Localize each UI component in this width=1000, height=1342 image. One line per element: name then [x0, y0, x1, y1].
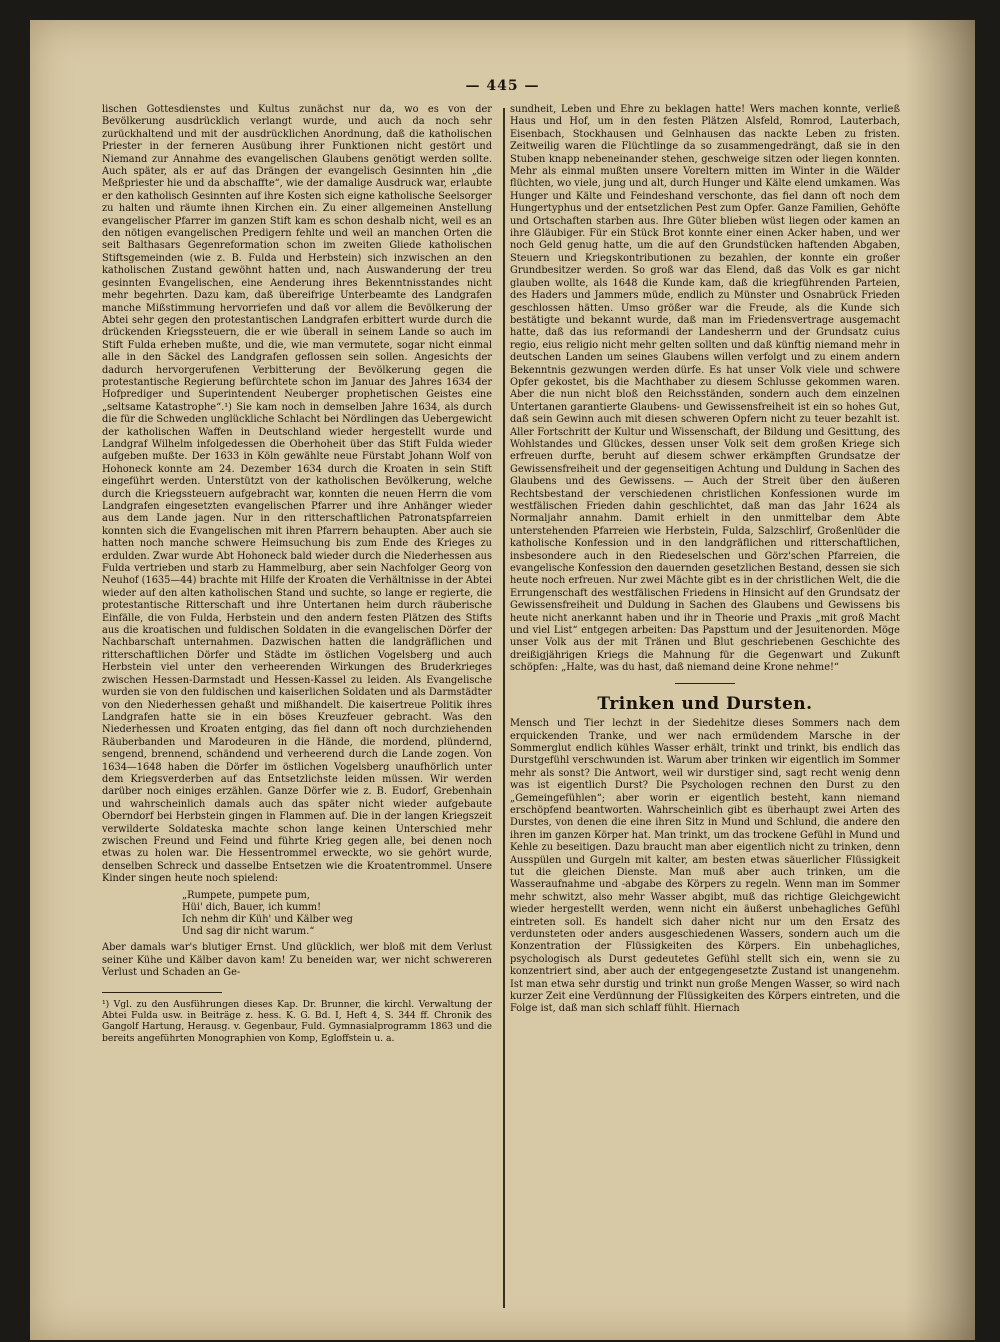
page-number: — 445 — — [465, 78, 540, 94]
footnote-separator — [102, 992, 222, 993]
footnote: ¹) Vgl. zu den Ausführungen dieses Kap. Dr. Brunner, die kirchl. Verwaltung der Abtei Fulda usw. in Beiträge z. hess. K. G. Bd. I, Heft 4, S. 344 ff. Chronik des Gangolf Hartung, Herausg. v. Gegenbaur, Fuld. Gymnasialprogramm 1863 und die bereits angeführten Monographien von Komp, Egloffstein u. a. — [102, 998, 492, 1044]
poem-line-1: „Rumpete, pumpete pum, — [182, 889, 310, 901]
right-paragraph-2: Mensch und Tier lechzt in der Siedehitze dieses Sommers nach dem erquickenden Tranke, und wer nach ermüdendem Marsche in der Sommerglut endlich kühles Wasser erhält, trinkt und trinkt, bis endlich das Durstgefühl verschwunden ist. Warum aber trinken wir eigentlich im Sommer mehr als sonst? Die Antwort, weil wir durstiger sind, sagt recht wenig denn was ist eigentlich Durst? Die Psychologen rechnen den Durst zu den „Gemeingefühlen“; aber worin er eigentlich besteht, kann niemand erschöpfend beantworten. Wahrscheinlich gibt es überhaupt zwei Arten des Durstes, von denen die eine ihren Sitz in Mund und Schlund, die andere den ihren im ganzen Körper hat. Man trinkt, um das trockene Gefühl in Mund und Kehle zu beseitigen. Dazu braucht man aber eigentlich nicht zu trinken, denn Ausspülen und Gurgeln mit kalter, am besten etwas säuerlicher Flüssigkeit tut die gleichen Dienste. Man muß aber auch trinken, um die Wasseraufnahme und -abgabe des Körpers zu regeln. Wenn man im Sommer mehr schwitzt, also mehr Wasser abgibt, muß das richtige Gleichgewicht wieder hergestellt werden, wenn nicht ein äußerst unbehagliches Gefühl eintreten soll. Es handelt sich daher nicht nur um den Ersatz des verdunsteten oder anders ausgeschiedenen Wassers, sondern auch um die Konzentration der Flüssigkeiten des Körpers. Ein unbehagliches, psychologisch als Durst gedeutetes Gefühl stellt sich ein, wenn sie zu konzentriert sind, aber auch der entgegengesetzte Zustand ist unangenehm. Ist man etwa sehr durstig und trinkt nun große Mengen Wasser, so wird nach kurzer Zeit eine Verdünnung der Flüssigkeiten des Körpers eintreten, und die Folge ist, daß man sich schlaff fühlt. Hiernach — [510, 718, 900, 1015]
column-divider — [503, 108, 505, 1308]
poem — [182, 890, 492, 939]
left-paragraph-2: Aber damals war's blutiger Ernst. Und glücklich, wer bloß mit dem Verlust seiner Kühe und Kälber davon kam! Zu beneiden war, wer nicht schwereren Verlust und Schaden an Ge- — [102, 942, 492, 979]
right-paragraph-1: sundheit, Leben und Ehre zu beklagen hatte! Wers machen konnte, verließ Haus und Hof, um in den festen Plätzen Alsfeld, Romrod, Lauterbach, Eisenbach, Stockhausen und Gelnhausen das nackte Leben zu fristen. Zeitweilig waren die Flüchtlinge da so zusammengedrängt, daß sie in den Stuben knapp nebeneinander stehen, geschweige sitzen oder liegen konnten. Mehr als einmal mußten unsere Voreltern mitten im Winter in die Wälder flüchten, wo viele, jung und alt, durch Hunger und Kälte elend umkamen. Was Hunger und Kälte und Feindeshand verschonte, das fiel dann oft noch dem Hungertyphus und der entsetzlichen Pest zum Opfer. Ganze Familien, Gehöfte und Ortschaften starben aus. Ihre Güter blieben wüst liegen oder kamen an ihre Gläubiger. Für ein Stück Brot konnte einer einen Acker haben, und wer noch Geld genug hatte, um die auf den Grundstücken haftenden Abgaben, Steuern und Kriegskontributionen zu bezahlen, der konnte ein großer Grundbesitzer werden. So groß war das Elend, daß das Volk es gar nicht glauben wollte, als 1648 die Kunde kam, daß die kriegführenden Parteien, des Haders und Jammers müde, endlich zu Münster und Osnabrück Frieden geschlossen hätten. Umso größer war die Freude, als die Kunde sich bestätigte und bekannt wurde, daß man im Friedensvertrage ausgemacht hatte, daß das ius reformandi der Landesherrn und der Grundsatz cuius regio, eius religio nicht mehr gelten sollten und daß künftig niemand mehr in deutschen Landen um seines Glaubens willen verfolgt und zu einem andern Bekenntnis gezwungen werden dürfe. Es hat unser Volk viele und schwere Opfer gekostet, bis die Machthaber zu diesem Schlusse gekommen waren. Aber die nun nicht bloß den Reichsständen, sondern auch dem einzelnen Untertanen garantierte Glaubens- und Gewissensfreiheit ist ein so hohes Gut, daß sein Gewinn auch mit diesen schweren Opfern nicht zu teuer bezahlt ist. Aller Fortschritt der Kultur und Wissenschaft, der Bildung und Gesittung, des Wohlstandes und Glückes, dessen unser Volk seit dem großen Kriege sich erfreuen durfte, beruht auf diesem schwer erkämpften Grundsatze der Gewissensfreiheit und der gegenseitigen Achtung und Duldung in Sachen des Glaubens und des Gewissens. — Auch der Streit über den äußeren Rechtsbestand der verschiedenen christlichen Konfessionen wurde im westfälischen Frieden dahin geschlichtet, daß man das Jahr 1624 als Normaljahr annahm. Damit erhielt in den unmittelbar dem Abte unterstehenden Pfarreien wie Herbstein, Fulda, Salzschlirf, Großenlüder die katholische Konfession und in den landgräflichen und ritterschaftlichen, insbesondere auch in den Riedeselschen und Görz'schen Pfarreien, die evangelische Konfession den dauernden gesetzlichen Bestand, dessen sie sich heute noch erfreuen. Nur zwei Mächte gibt es in der christlichen Welt, die die Errungenschaft des westfälischen Friedens in Hinsicht auf den Grundsatz der Gewissensfreiheit und Duldung in Sachen des Glaubens und Gewissens bis heute nicht anerkannt haben und ihr in Theorie und Praxis „mit groß Macht und viel List“ entgegen arbeiten: Das Papsttum und der Jesuitenorden. Möge unser Volk aus der mit Tränen und Blut geschriebenen Geschichte des dreißigjährigen Kriegs die Mahnung für die Gegenwart und Zukunft schöpfen: „Halte, was du hast, daß niemand deine Krone nehme!“ — [510, 104, 900, 674]
poem-line-2: Hüi' dich, Bauer, ich kumm! — [182, 901, 322, 913]
section-rule — [675, 683, 735, 684]
right-column — [510, 104, 900, 1334]
article-title: Trinken und Dursten. — [597, 693, 813, 714]
left-paragraph-1: lischen Gottesdienstes und Kultus zunächst nur da, wo es von der Bevölkerung ausdrücklich verlangt wurde, und auch da noch sehr zurückhaltend und mit der ausdrücklichen Anordnung, daß die katholischen Priester in der ferneren Ausübung ihrer Funktionen nicht gestört und Niemand zur Annahme des evangelischen Glaubens genötigt werden sollte. Auch später, als er auf das Drängen der evangelisch Gesinnten hin „die Meßpriester hie und da abschaffte“, wie der damalige Ausdruck war, erlaubte er den katholisch Gesinnten auf ihre Kosten sich eigne katholische Seelsorger zu halten und räumte ihnen Kirchen ein. Zu einer allgemeinen Anstellung evangelischer Pfarrer im ganzen Stift kam es schon deshalb nicht, weil es an den nötigen evangelischen Predigern fehlte und weil an manchen Orten die seit Balthasars Gegenreformation schon im zweiten Gliede katholischen Stiftsgemeinden (wie z. B. Fulda und Herbstein) sich inzwischen an den katholischen Zustand gewöhnt hatten und, nach Auswanderung der treu gesinnten Evangelischen, eine Aenderung ihres Bekenntnisstandes nicht mehr begehrten. Dazu kam, daß übereifrige Unterbeamte des Landgrafen manche Mißstimmung hervorriefen und daß vor allem die Bevölkerung der Abtei sehr gegen den protestantischen Landgrafen erbittert wurde durch die drückenden Kriegssteuern, die er wie überall in seinem Lande so auch im Stift Fulda erheben mußte, und die, wie man vermutete, sogar nicht einmal alle in den Säckel des Landgrafen geflossen sein sollen. Angesichts der dadurch hervorgerufenen Verbitterung der Bevölkerung gegen die protestantische Regierung befürchtete schon im Januar des Jahres 1634 der Hofprediger und Superintendent Neuberger prophetischen Geistes eine „seltsame Katastrophe“.¹) Sie kam noch in demselben Jahre 1634, als durch die für die Schweden unglückliche Schlacht bei Nördlingen das Uebergewicht der katholischen Waffen in Deutschland wieder hergestellt wurde und Landgraf Wilhelm infolgedessen die Oberhoheit über das Stift Fulda wieder aufgeben mußte. Der 1633 in Köln gewählte neue Fürstabt Johann Wolf von Hohoneck konnte am 24. Dezember 1634 durch die Kroaten in sein Stift eingeführt werden. Unterstützt von der katholischen Bevölkerung, welche durch die Kriegssteuern aufgebracht war, konnten die neuen Herrn die vom Landgrafen eingesetzten evangelischen Pfarrer und ihre Anhänger wieder aus dem Lande jagen. Nur in den ritterschaftlichen Patronatspfarreien konnten sich die Evangelischen mit ihren Pfarrern behaupten. Aber auch sie hatten noch manche schwere Heimsuchung bis zum Ende des Krieges zu erdulden. Zwar wurde Abt Hohoneck bald wieder durch die Niederhessen aus Fulda vertrieben und starb zu Hammelburg, aber sein Nachfolger Georg von Neuhof (1635—44) brachte mit Hilfe der Kroaten die Verhältnisse in der Abtei wieder auf den alten katholischen Stand und suchte, so lange er regierte, die protestantische Ritterschaft und ihre Untertanen heim durch räuberische Einfälle, die von Fulda, Herbstein und den andern festen Plätzen des Stifts aus die kroatischen und fuldischen Soldaten in die evangelischen Dörfer der Nachbarschaft unternahmen. Dazwischen hatten die landgräflichen und ritterschaftlichen Dörfer und Städte im östlichen Vogelsberg und auch Herbstein viel unter den verheerenden Wirkungen des Bruderkrieges zwischen Hessen-Darmstadt und Hessen-Kassel zu leiden. Als Evangelische wurden sie von den fuldischen und kaiserlichen Soldaten und als Darmstädter von den Niederhessen gehaßt und mißhandelt. Die kaisertreue Politik ihres Landgrafen hatte sie in ein böses Kreuzfeuer gebracht. Was den Niederhessen und Kroaten entging, das fiel dann oft noch durchziehenden Räuberbanden und Marodeuren in die Hände, die mordend, plündernd, sengend, brennend, schändend und verheerend durch die Lande zogen. Von 1634—1648 haben die Dörfer im östlichen Vogelsberg unaufhörlich unter dem Kriegsverderben auf das Entsetzlichste leiden müssen. Wir werden darüber noch einiges erzählen. Ganze Dörfer wie z. B. Eudorf, Grebenhain und wahrscheinlich damals auch das später nicht wieder aufgebaute Oberndorf bei Herbstein gingen in Flammen auf. Die in der langen Kriegszeit verwilderte Soldateska machte schon lange keinen Unterschied mehr zwischen Freund und Feind und führte Krieg gegen alle, bei denen noch etwas zu holen war. Die Hessentrommel erweckte, wo sie gehört wurde, denselben Schreck und dasselbe Entsetzen wie die Kroatentrommel. Unsere Kinder singen heute noch spielend: — [102, 104, 492, 885]
poem-line-4: Und sag dir nicht warum.“ — [182, 926, 315, 938]
poem-line-3: Ich nehm dir Küh' und Kälber weg — [182, 914, 353, 925]
book-page — [30, 20, 975, 1340]
left-column — [102, 104, 492, 1334]
